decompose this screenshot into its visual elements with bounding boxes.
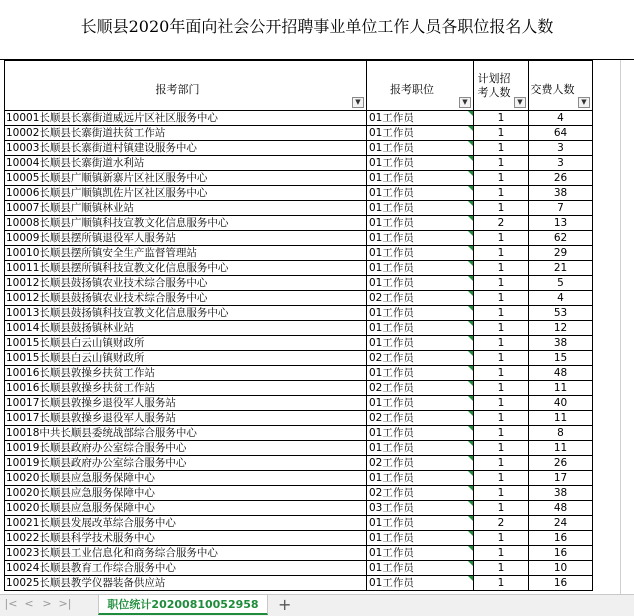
cell-position[interactable]: 02工作员 — [367, 486, 474, 501]
cell-dept[interactable]: 10023长顺县工业信息化和商务综合服务中心 — [5, 546, 367, 561]
cell-position[interactable]: 01工作员 — [367, 441, 474, 456]
cell-plan[interactable]: 1 — [474, 471, 529, 486]
table-row — [5, 336, 593, 351]
cell-position[interactable]: 01工作员 — [367, 216, 474, 231]
cell-paid[interactable]: 53 — [529, 306, 593, 321]
table-row — [5, 126, 593, 141]
cell-position[interactable]: 01工作员 — [367, 336, 474, 351]
cell-dept[interactable]: 10013长顺县鼓扬镇科技宣教文化信息服务中心 — [5, 306, 367, 321]
cell-dept[interactable]: 10009长顺县摆所镇退役军人服务站 — [5, 231, 367, 246]
col-header-position[interactable] — [367, 61, 474, 111]
cell-plan[interactable]: 1 — [474, 276, 529, 291]
cell-position[interactable]: 01工作员 — [367, 531, 474, 546]
cell-plan[interactable]: 1 — [474, 336, 529, 351]
next-sheet-icon[interactable]: > — [42, 597, 52, 610]
cell-position[interactable]: 01工作员 — [367, 186, 474, 201]
last-sheet-icon[interactable]: >| — [58, 597, 72, 610]
cell-dept[interactable]: 10022长顺县科学技术服务中心 — [5, 531, 367, 546]
col-header-dept-label: 报考部门 — [155, 82, 200, 96]
cell-position[interactable]: 01工作员 — [367, 321, 474, 336]
cell-paid[interactable]: 62 — [529, 231, 593, 246]
cell-dept[interactable]: 10003长顺县长寨街道村镇建设服务中心 — [5, 141, 367, 156]
cell-paid[interactable]: 13 — [529, 216, 593, 231]
sheet-tab-bar — [0, 594, 634, 616]
cell-dept[interactable]: 10002长顺县长寨街道扶贫工作站 — [5, 126, 367, 141]
cell-plan[interactable]: 1 — [474, 501, 529, 516]
cell-plan[interactable]: 1 — [474, 321, 529, 336]
header-row — [5, 61, 593, 111]
cell-paid[interactable]: 15 — [529, 351, 593, 366]
cell-paid[interactable]: 16 — [529, 576, 593, 591]
cell-paid[interactable]: 4 — [529, 291, 593, 306]
cell-dept[interactable]: 10017长顺县敦操乡退役军人服务站 — [5, 411, 367, 426]
cell-position[interactable]: 01工作员 — [367, 546, 474, 561]
cell-position[interactable]: 01工作员 — [367, 246, 474, 261]
cell-paid[interactable]: 26 — [529, 456, 593, 471]
cell-position[interactable]: 01工作员 — [367, 171, 474, 186]
first-sheet-icon[interactable]: |< — [4, 597, 18, 610]
cell-plan[interactable]: 1 — [474, 576, 529, 591]
cell-paid[interactable]: 8 — [529, 426, 593, 441]
cell-dept[interactable]: 10012长顺县鼓扬镇农业技术综合服务中心 — [5, 291, 367, 306]
table-row — [5, 156, 593, 171]
cell-paid[interactable]: 38 — [529, 186, 593, 201]
cell-plan[interactable]: 1 — [474, 156, 529, 171]
add-sheet-button[interactable]: + — [278, 595, 292, 614]
table-row — [5, 576, 593, 591]
cell-dept[interactable]: 10020长顺县应急服务保障中心 — [5, 501, 367, 516]
cell-plan[interactable]: 1 — [474, 141, 529, 156]
cell-dept[interactable]: 10021长顺县发展改革综合服务中心 — [5, 516, 367, 531]
cell-position[interactable]: 03工作员 — [367, 501, 474, 516]
cell-position[interactable]: 01工作员 — [367, 261, 474, 276]
sheet-title: 长顺县2020年面向社会公开招聘事业单位工作人员各职位报名人数 — [0, 0, 634, 60]
cell-dept[interactable]: 10012长顺县鼓扬镇农业技术综合服务中心 — [5, 276, 367, 291]
cell-dept[interactable]: 10010长顺县摆所镇安全生产监督管理站 — [5, 246, 367, 261]
cell-position[interactable]: 01工作员 — [367, 366, 474, 381]
data-table — [4, 60, 593, 591]
table-row — [5, 201, 593, 216]
cell-paid[interactable]: 12 — [529, 321, 593, 336]
cell-dept[interactable]: 10008长顺县广顺镇科技宣教文化信息服务中心 — [5, 216, 367, 231]
cell-dept[interactable]: 10004长顺县长寨街道水利站 — [5, 156, 367, 171]
cell-paid[interactable]: 24 — [529, 516, 593, 531]
cell-plan[interactable]: 1 — [474, 126, 529, 141]
table-row — [5, 141, 593, 156]
cell-paid[interactable]: 16 — [529, 531, 593, 546]
cell-plan[interactable]: 1 — [474, 456, 529, 471]
table-row — [5, 441, 593, 456]
cell-plan[interactable]: 1 — [474, 546, 529, 561]
cell-paid[interactable]: 3 — [529, 141, 593, 156]
table-row — [5, 381, 593, 396]
cell-paid[interactable]: 7 — [529, 201, 593, 216]
cell-paid[interactable]: 4 — [529, 111, 593, 126]
col-header-paid-label: 交费人数 — [530, 82, 575, 96]
cell-paid[interactable]: 48 — [529, 501, 593, 516]
cell-plan[interactable]: 1 — [474, 411, 529, 426]
cell-position[interactable]: 02工作员 — [367, 291, 474, 306]
table-row — [5, 516, 593, 531]
cell-paid[interactable]: 40 — [529, 396, 593, 411]
cell-plan[interactable]: 1 — [474, 531, 529, 546]
table-row — [5, 396, 593, 411]
cell-dept[interactable]: 10016长顺县敦操乡扶贫工作站 — [5, 381, 367, 396]
cell-dept[interactable]: 10025长顺县教学仪器装备供应站 — [5, 576, 367, 591]
cell-position[interactable]: 01工作员 — [367, 426, 474, 441]
cell-plan[interactable]: 1 — [474, 306, 529, 321]
grid-edge — [620, 60, 621, 595]
table-row — [5, 366, 593, 381]
table-row — [5, 501, 593, 516]
cell-plan[interactable]: 1 — [474, 441, 529, 456]
cell-position[interactable]: 01工作员 — [367, 561, 474, 576]
table-row — [5, 246, 593, 261]
col-header-plan-label: 计划招考人数 — [477, 71, 511, 99]
table-row — [5, 186, 593, 201]
cell-paid[interactable]: 38 — [529, 486, 593, 501]
cell-paid[interactable]: 3 — [529, 156, 593, 171]
cell-paid[interactable]: 10 — [529, 561, 593, 576]
sheet-tab-active[interactable]: 职位统计20200810052958 — [98, 595, 268, 615]
cell-dept[interactable]: 10017长顺县敦操乡退役军人服务站 — [5, 396, 367, 411]
cell-position[interactable]: 01工作员 — [367, 156, 474, 171]
cell-plan[interactable]: 1 — [474, 351, 529, 366]
cell-plan[interactable]: 2 — [474, 216, 529, 231]
cell-position[interactable]: 02工作员 — [367, 456, 474, 471]
filter-dropdown-icon[interactable]: ▼ — [514, 97, 526, 108]
cell-paid[interactable]: 21 — [529, 261, 593, 276]
cell-paid[interactable]: 48 — [529, 366, 593, 381]
cell-dept[interactable]: 10001长顺县长寨街道威远片区社区服务中心 — [5, 111, 367, 126]
col-header-paid[interactable] — [529, 61, 593, 111]
cell-plan[interactable]: 1 — [474, 186, 529, 201]
cell-paid[interactable]: 11 — [529, 441, 593, 456]
cell-paid[interactable]: 16 — [529, 546, 593, 561]
cell-position[interactable]: 01工作员 — [367, 576, 474, 591]
cell-plan[interactable]: 1 — [474, 171, 529, 186]
col-header-position-label: 报考职位 — [390, 82, 434, 96]
cell-position[interactable]: 01工作员 — [367, 276, 474, 291]
cell-plan[interactable]: 1 — [474, 426, 529, 441]
cell-position[interactable]: 02工作员 — [367, 411, 474, 426]
table-row — [5, 471, 593, 486]
table-row — [5, 411, 593, 426]
cell-paid[interactable]: 26 — [529, 171, 593, 186]
cell-paid[interactable]: 11 — [529, 381, 593, 396]
cell-position[interactable]: 02工作员 — [367, 381, 474, 396]
cell-plan[interactable]: 2 — [474, 516, 529, 531]
cell-paid[interactable]: 38 — [529, 336, 593, 351]
cell-plan[interactable]: 1 — [474, 486, 529, 501]
cell-dept[interactable]: 10019长顺县政府办公室综合服务中心 — [5, 456, 367, 471]
cell-dept[interactable]: 10020长顺县应急服务保障中心 — [5, 471, 367, 486]
filter-dropdown-icon[interactable]: ▼ — [578, 97, 590, 108]
col-header-dept[interactable] — [5, 61, 367, 111]
cell-dept[interactable]: 10006长顺县广顺镇凯佐片区社区服务中心 — [5, 186, 367, 201]
cell-paid[interactable]: 17 — [529, 471, 593, 486]
cell-dept[interactable]: 10024长顺县教育工作综合服务中心 — [5, 561, 367, 576]
cell-paid[interactable]: 5 — [529, 276, 593, 291]
cell-position[interactable]: 01工作员 — [367, 201, 474, 216]
table-row — [5, 456, 593, 471]
table-row — [5, 171, 593, 186]
cell-paid[interactable]: 11 — [529, 411, 593, 426]
table-row — [5, 111, 593, 126]
cell-position[interactable]: 01工作员 — [367, 471, 474, 486]
table-row — [5, 276, 593, 291]
cell-dept[interactable]: 10007长顺县广顺镇林业站 — [5, 201, 367, 216]
cell-dept[interactable]: 10016长顺县敦操乡扶贫工作站 — [5, 366, 367, 381]
cell-position[interactable]: 01工作员 — [367, 396, 474, 411]
cell-dept[interactable]: 10014长顺县鼓扬镇林业站 — [5, 321, 367, 336]
col-header-plan[interactable] — [474, 61, 529, 111]
cell-plan[interactable]: 1 — [474, 561, 529, 576]
cell-plan[interactable]: 1 — [474, 261, 529, 276]
cell-position[interactable]: 01工作员 — [367, 516, 474, 531]
table-row — [5, 486, 593, 501]
cell-dept[interactable]: 10015长顺县白云山镇财政所 — [5, 351, 367, 366]
table-row — [5, 546, 593, 561]
table-row — [5, 351, 593, 366]
cell-dept[interactable]: 10011长顺县摆所镇科技宣教文化信息服务中心 — [5, 261, 367, 276]
table-row — [5, 261, 593, 276]
cell-plan[interactable]: 1 — [474, 291, 529, 306]
table-row — [5, 291, 593, 306]
cell-plan[interactable]: 1 — [474, 111, 529, 126]
cell-position[interactable]: 01工作员 — [367, 126, 474, 141]
cell-position[interactable]: 01工作员 — [367, 306, 474, 321]
cell-plan[interactable]: 1 — [474, 201, 529, 216]
cell-plan[interactable]: 1 — [474, 381, 529, 396]
cell-position[interactable]: 01工作员 — [367, 231, 474, 246]
filter-dropdown-icon[interactable]: ▼ — [352, 97, 364, 108]
cell-plan[interactable]: 1 — [474, 396, 529, 411]
cell-dept[interactable]: 10019长顺县政府办公室综合服务中心 — [5, 441, 367, 456]
cell-dept[interactable]: 10005长顺县广顺镇新寨片区社区服务中心 — [5, 171, 367, 186]
cell-paid[interactable]: 64 — [529, 126, 593, 141]
cell-dept[interactable]: 10015长顺县白云山镇财政所 — [5, 336, 367, 351]
cell-dept[interactable]: 10018中共长顺县委统战部综合服务中心 — [5, 426, 367, 441]
table-row — [5, 321, 593, 336]
table-row — [5, 306, 593, 321]
cell-position[interactable]: 02工作员 — [367, 351, 474, 366]
table-body — [5, 111, 593, 591]
prev-sheet-icon[interactable]: < — [24, 597, 34, 610]
cell-dept[interactable]: 10020长顺县应急服务保障中心 — [5, 486, 367, 501]
table-row — [5, 231, 593, 246]
cell-paid[interactable]: 29 — [529, 246, 593, 261]
cell-plan[interactable]: 1 — [474, 366, 529, 381]
table-row — [5, 561, 593, 576]
table-row — [5, 216, 593, 231]
cell-position[interactable]: 01工作员 — [367, 111, 474, 126]
table-row — [5, 426, 593, 441]
cell-plan[interactable]: 1 — [474, 246, 529, 261]
cell-plan[interactable]: 1 — [474, 231, 529, 246]
filter-dropdown-icon[interactable]: ▼ — [459, 97, 471, 108]
table-row — [5, 531, 593, 546]
cell-position[interactable]: 01工作员 — [367, 141, 474, 156]
